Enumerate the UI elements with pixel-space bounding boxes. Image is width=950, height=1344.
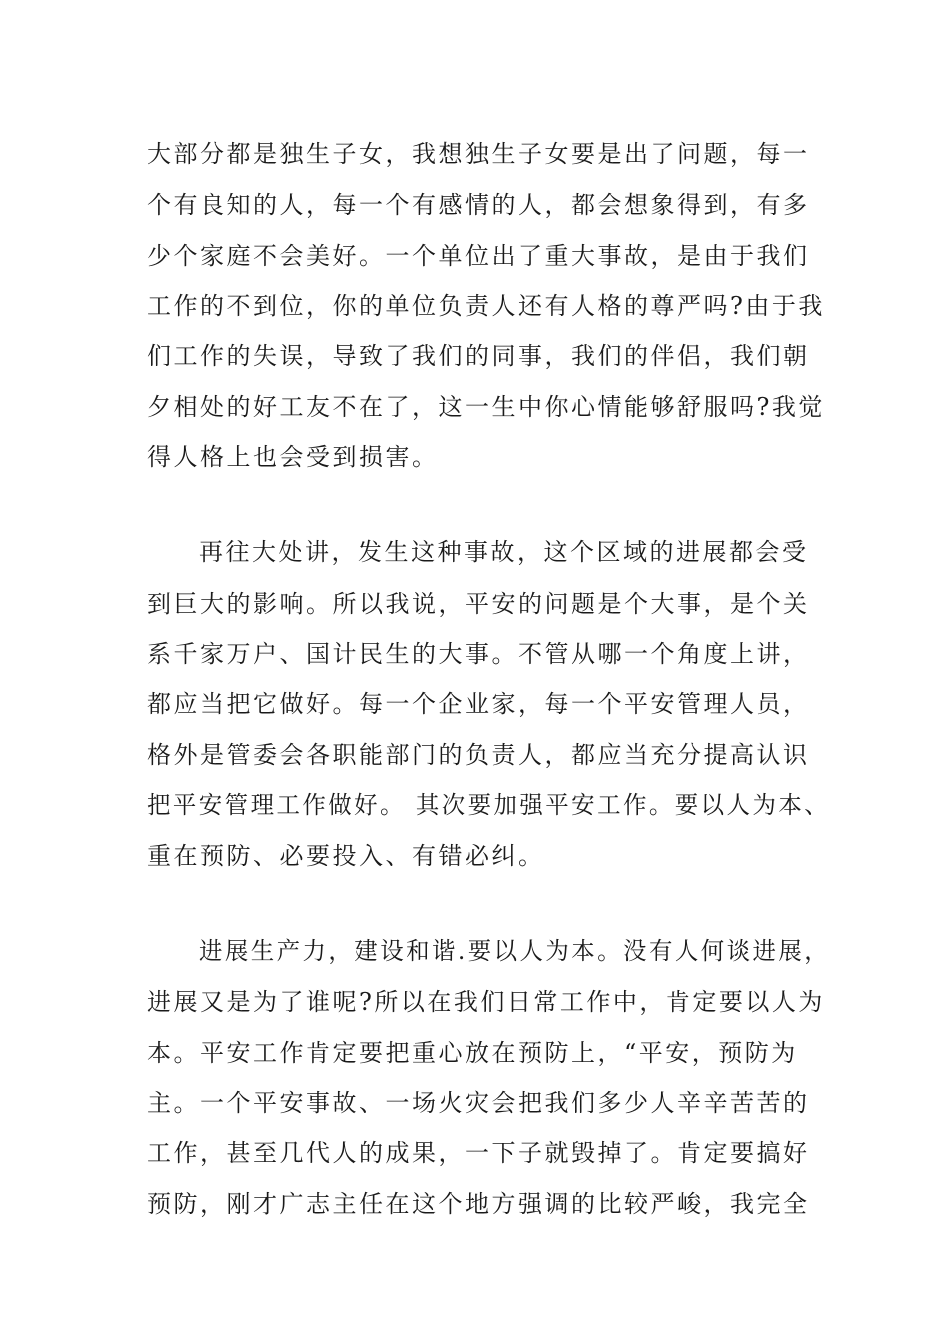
paragraph-3-line-4: 主。一个平安事故、一场火灾会把我们多少人辛辛苦苦的: [147, 1089, 810, 1117]
paragraph-2-line-5: 格外是管委会各职能部门的负责人，都应当充分提高认识: [147, 741, 810, 769]
paragraph-2-line-1: 再往大处讲，发生这种事故，这个区域的进展都会受: [199, 538, 809, 566]
paragraph-1-line-7: 得人格上也会受到损害。: [147, 443, 439, 471]
paragraph-3-line-2: 进展又是为了谁呢?所以在我们日常工作中，肯定要以人为: [147, 988, 825, 1016]
paragraph-3-line-5: 工作，甚至几代人的成果，一下子就毁掉了。肯定要搞好: [147, 1139, 810, 1167]
paragraph-2-line-6: 把平安管理工作做好。 其次要加强平安工作。要以人为本、: [147, 791, 831, 819]
paragraph-3-line-3: 本。平安工作肯定要把重心放在预防上，“平安，预防为: [147, 1039, 798, 1067]
paragraph-2-line-3: 系千家万户、国计民生的大事。不管从哪一个角度上讲，: [147, 640, 810, 668]
paragraph-3-line-1: 进展生产力，建设和谐.要以人为本。没有人何谈进展，: [199, 937, 831, 965]
paragraph-2-line-7: 重在预防、必要投入、有错必纠。: [147, 842, 545, 870]
paragraph-2-line-4: 都应当把它做好。每一个企业家，每一个平安管理人员，: [147, 690, 810, 718]
paragraph-1-line-3: 少个家庭不会美好。一个单位出了重大事故，是由于我们: [147, 242, 810, 270]
paragraph-1-line-4: 工作的不到位，你的单位负责人还有人格的尊严吗?由于我: [147, 292, 825, 320]
paragraph-1-line-2: 个有良知的人，每一个有感情的人，都会想象得到，有多: [147, 191, 810, 219]
paragraph-3-line-6: 预防，刚才广志主任在这个地方强调的比较严峻，我完全: [147, 1190, 810, 1218]
paragraph-1-line-5: 们工作的失误，导致了我们的同事，我们的伴侣，我们朝: [147, 342, 810, 370]
paragraph-1-line-1: 大部分都是独生子女，我想独生子女要是出了问题，每一: [147, 140, 810, 168]
paragraph-2-line-2: 到巨大的影响。所以我说，平安的问题是个大事，是个关: [147, 590, 810, 618]
paragraph-1-line-6: 夕相处的好工友不在了，这一生中你心情能够舒服吗?我觉: [147, 393, 825, 421]
